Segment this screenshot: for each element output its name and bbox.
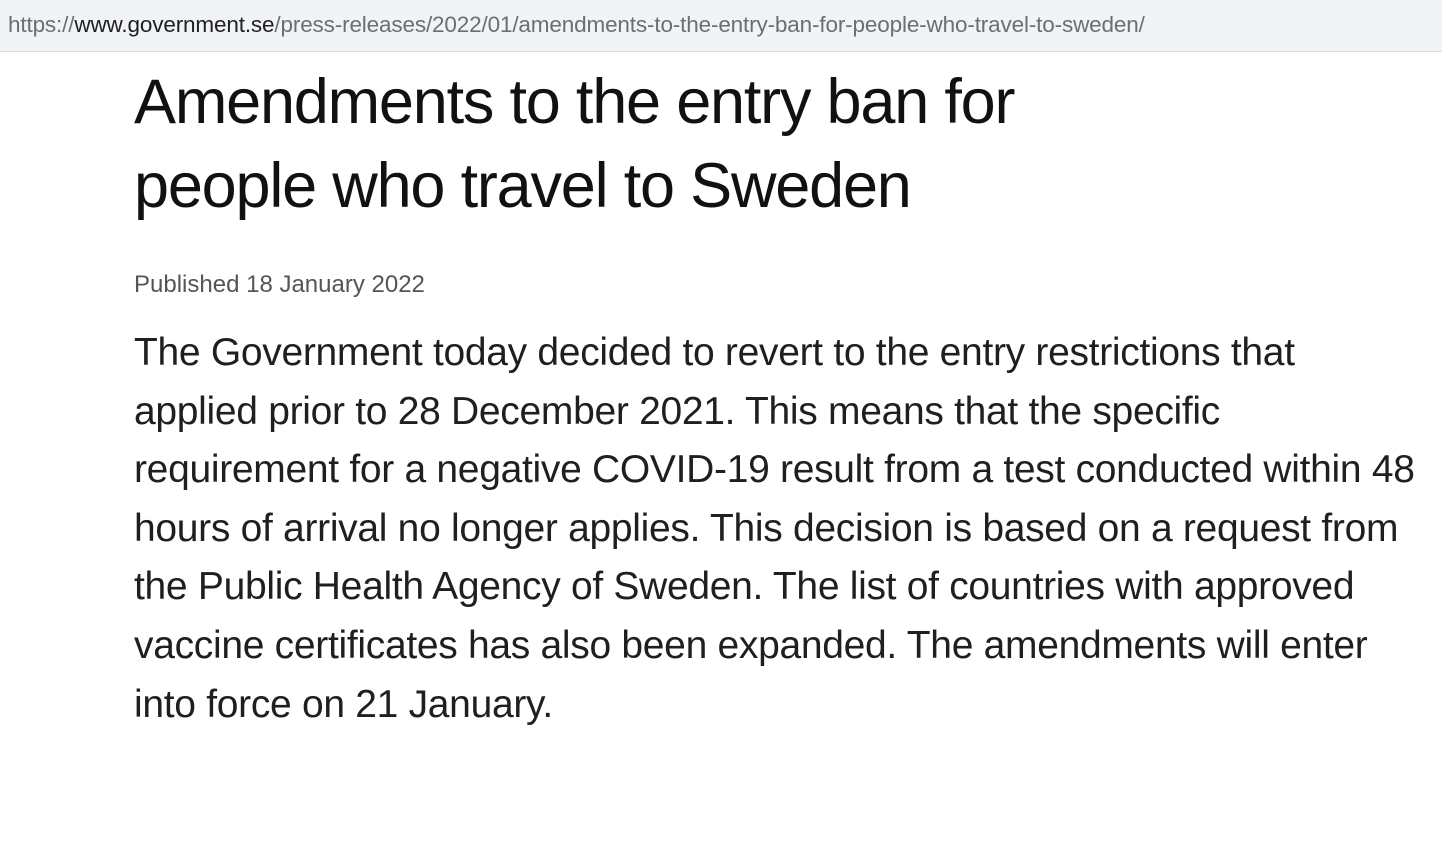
address-bar[interactable] bbox=[0, 0, 1442, 52]
url-host: www.government.se bbox=[74, 12, 275, 37]
url-text[interactable] bbox=[8, 11, 1145, 39]
published-label: Published bbox=[134, 271, 240, 298]
lead-paragraph: The Government today decided to revert to the entry restrictions that applied prior to 28 December 2021. This means that the specific requirement for a negative COVID-19 result from a test conducted within 48 hours of arrival no longer applies. This decision is based on a request from the Public Health Agency of Sweden. The list of countries with approved vaccine certificates has also been expanded. The amendments will enter into force on 21 January. bbox=[134, 331, 1415, 726]
published-date: 18 January 2022 bbox=[246, 271, 425, 298]
page-title bbox=[134, 60, 1424, 228]
url-path: /press-releases/2022/01/amendments-to-the-entry-ban-for-people-who-travel-to-sweden/ bbox=[274, 12, 1145, 37]
url-scheme: https:// bbox=[8, 12, 75, 37]
press-release-article bbox=[134, 60, 1424, 773]
published-info bbox=[134, 270, 1424, 300]
page-title-line-1: Amendments to the entry ban for bbox=[134, 67, 1015, 137]
page-title-line-2: people who travel to Sweden bbox=[134, 151, 911, 221]
